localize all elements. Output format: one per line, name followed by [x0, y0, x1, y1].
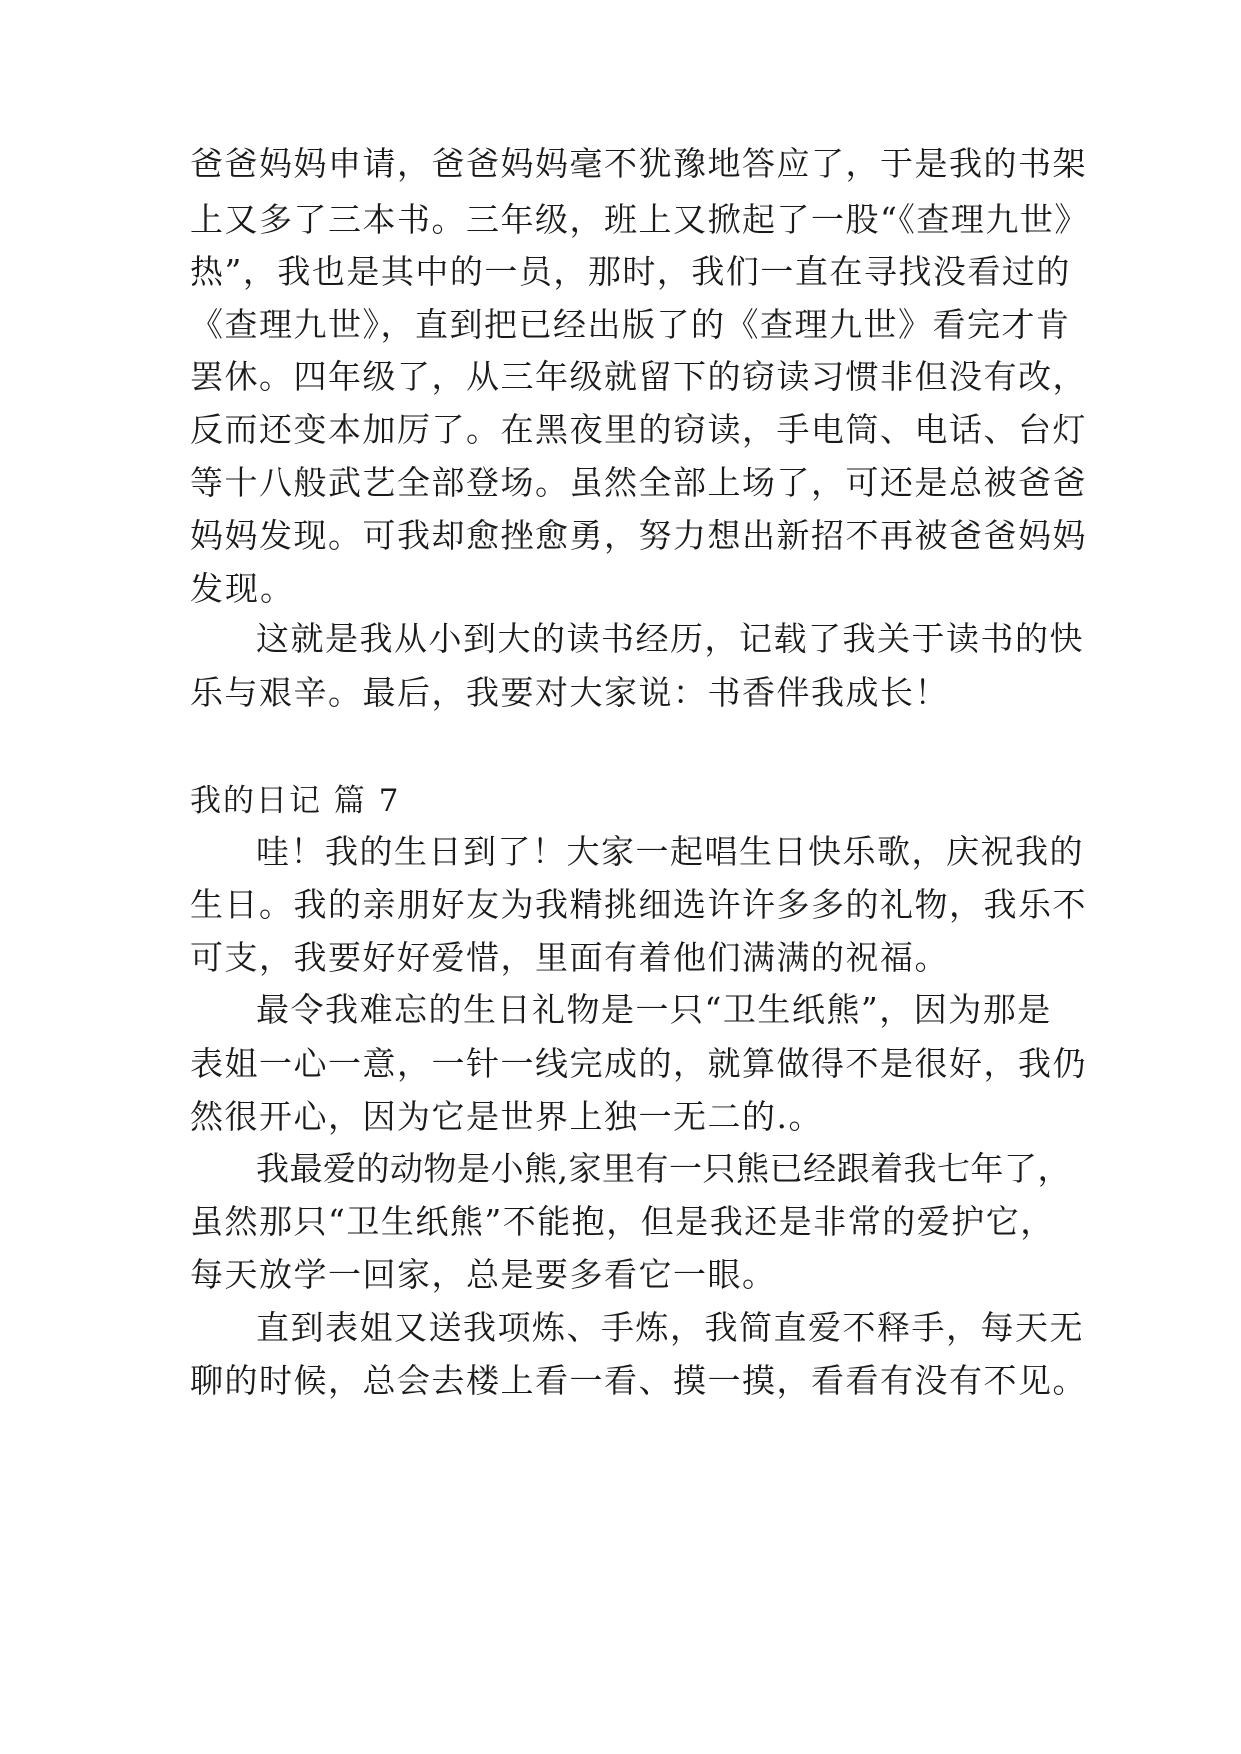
- text-line: 爸爸妈妈申请，爸爸妈妈毫不犹豫地答应了，于是我的书架: [190, 144, 1087, 183]
- text-line: 妈妈发现。可我却愈挫愈勇，努力想出新招不再被爸爸妈妈: [190, 516, 1087, 555]
- text-line: 每天放学一回家，总是要多看它一眼。: [190, 1255, 777, 1294]
- text-line: 可支，我要好好爱惜，里面有着他们满满的祝福。: [190, 938, 949, 977]
- text-line: 聊的时候，总会去楼上看一看、摸一摸，看看有没有不见。: [190, 1361, 1087, 1400]
- section-heading: 我的日记 篇 7: [190, 783, 401, 819]
- text-line: 等十八般武艺全部登场。虽然全部上场了，可还是总被爸爸: [190, 463, 1087, 502]
- text-line: 然很开心，因为它是世界上独一无二的.。: [190, 1097, 823, 1136]
- text-line: 我最爱的动物是小熊,家里有一只熊已经跟着我七年了，: [256, 1149, 1071, 1188]
- text-line: 最令我难忘的生日礼物是一只“卫生纸熊”，因为那是: [256, 990, 1052, 1029]
- text-line: 反而还变本加厉了。在黑夜里的窃读，手电筒、电话、台灯: [190, 410, 1087, 449]
- text-line: 虽然那只“卫生纸熊”不能抱，但是我还是非常的爱护它，: [190, 1202, 1055, 1241]
- text-line: 表姐一心一意，一针一线完成的，就算做得不是很好，我仍: [190, 1044, 1087, 1083]
- text-line: 直到表姐又送我项炼、手炼，我简直爱不释手，每天无: [256, 1308, 1084, 1347]
- text-line: 热”，我也是其中的一员，那时，我们一直在寻找没看过的: [190, 252, 1071, 291]
- text-line: 发现。: [190, 569, 295, 608]
- text-line: 《查理九世》，直到把已经出版了的《查理九世》看完才肯: [190, 305, 1071, 344]
- text-line: 哇！我的生日到了！大家一起唱生日快乐歌，庆祝我的: [256, 832, 1084, 871]
- text-line: 上又多了三本书。三年级，班上又掀起了一股“《查理九世》: [190, 200, 1089, 239]
- text-line: 生日。我的亲朋好友为我精挑细选许许多多的礼物，我乐不: [190, 885, 1087, 924]
- text-line: 乐与艰辛。最后，我要对大家说：书香伴我成长！: [190, 673, 949, 712]
- text-line: 罢休。四年级了，从三年级就留下的窃读习惯非但没有改，: [190, 357, 1087, 396]
- text-line: 这就是我从小到大的读书经历，记载了我关于读书的快: [256, 619, 1084, 658]
